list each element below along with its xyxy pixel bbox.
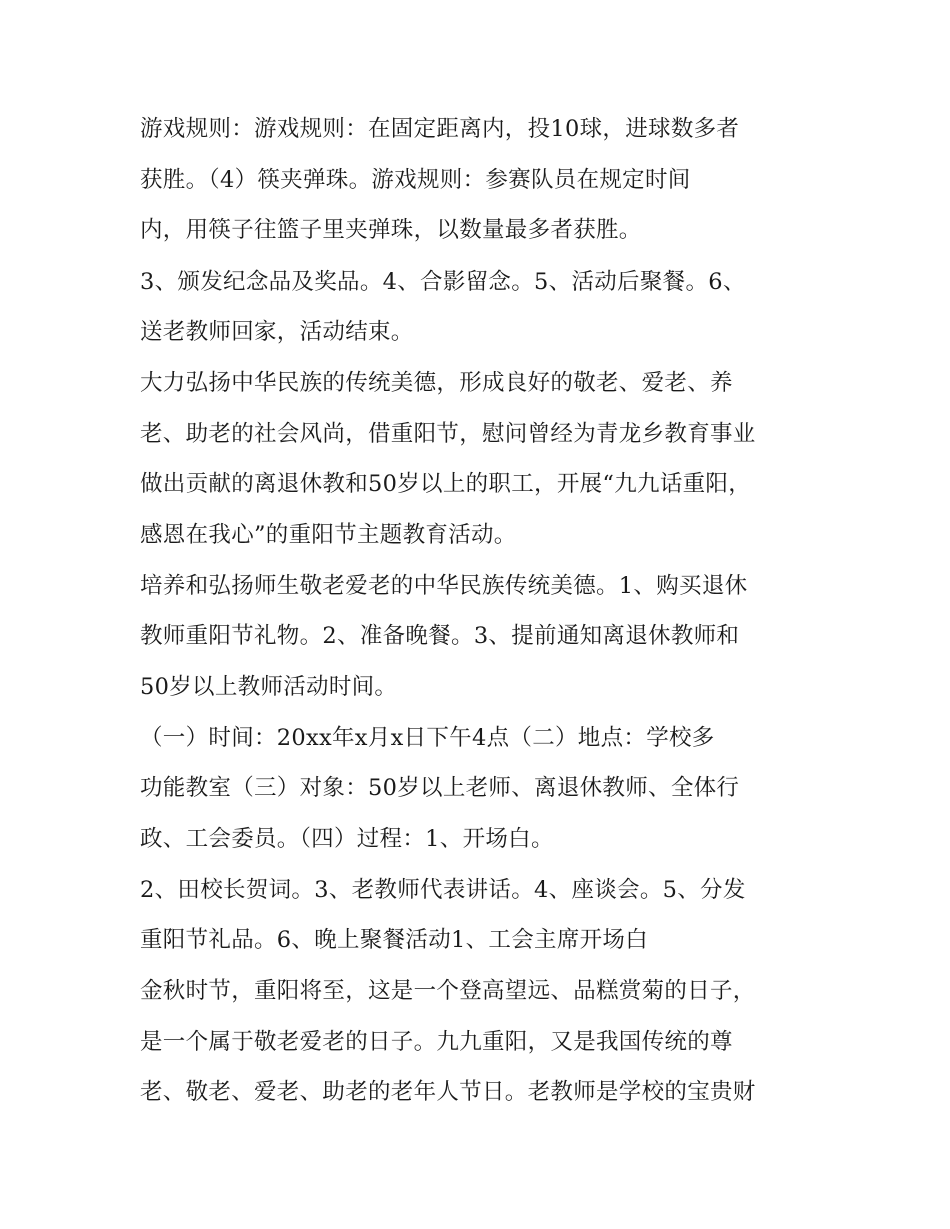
text-line: 3、颁发纪念品及奖品。4、合影留念。5、活动后聚餐。6、 — [140, 269, 746, 295]
text-line: 老、敬老、爱老、助老的老年人节日。老教师是学校的宝贵财 — [140, 1079, 756, 1105]
text-line: 内，用筷子往篮子里夹弹珠，以数量最多者获胜。 — [140, 217, 642, 243]
text-line: 老、助老的社会风尚，借重阳节，慰问曾经为青龙乡教育事业 — [140, 421, 756, 447]
text-line: 培养和弘扬师生敬老爱老的中华民族传统美德。1、购买退休 — [140, 573, 748, 599]
text-line: 游戏规则：游戏规则：在固定距离内，投10球，进球数多者 — [140, 116, 740, 142]
text-line: 是一个属于敬老爱老的日子。九九重阳，又是我国传统的尊 — [140, 1029, 733, 1055]
text-line: 功能教室（三）对象：50岁以上老师、离退休教师、全体行 — [140, 775, 740, 801]
text-line: 2、田校长贺词。3、老教师代表讲话。4、座谈会。5、分发 — [140, 877, 746, 903]
text-line: （一）时间：20xx年x月x日下午4点（二）地点：学校多 — [140, 725, 715, 751]
text-line: 重阳节礼品。6、晚上聚餐活动1、工会主席开场白 — [140, 927, 649, 953]
text-line: 送老教师回家，活动结束。 — [140, 319, 414, 345]
text-line: 政、工会委员。（四）过程：1、开场白。 — [140, 826, 554, 852]
text-line: 教师重阳节礼物。2、准备晚餐。3、提前通知离退休教师和 — [140, 623, 740, 649]
text-line: 做出贡献的离退休教和50岁以上的职工，开展“九九话重阳， — [140, 471, 752, 497]
text-line: 感恩在我心”的重阳节主题教育活动。 — [140, 522, 517, 548]
text-line: 大力弘扬中华民族的传统美德，形成良好的敬老、爱老、养 — [140, 370, 733, 396]
text-line: 50岁以上教师活动时间。 — [140, 674, 398, 700]
text-line: 获胜。（4）筷夹弹珠。游戏规则：参赛队员在规定时间 — [140, 167, 691, 193]
text-line: 金秋时节，重阳将至，这是一个登高望远、品糕赏菊的日子， — [140, 978, 756, 1004]
